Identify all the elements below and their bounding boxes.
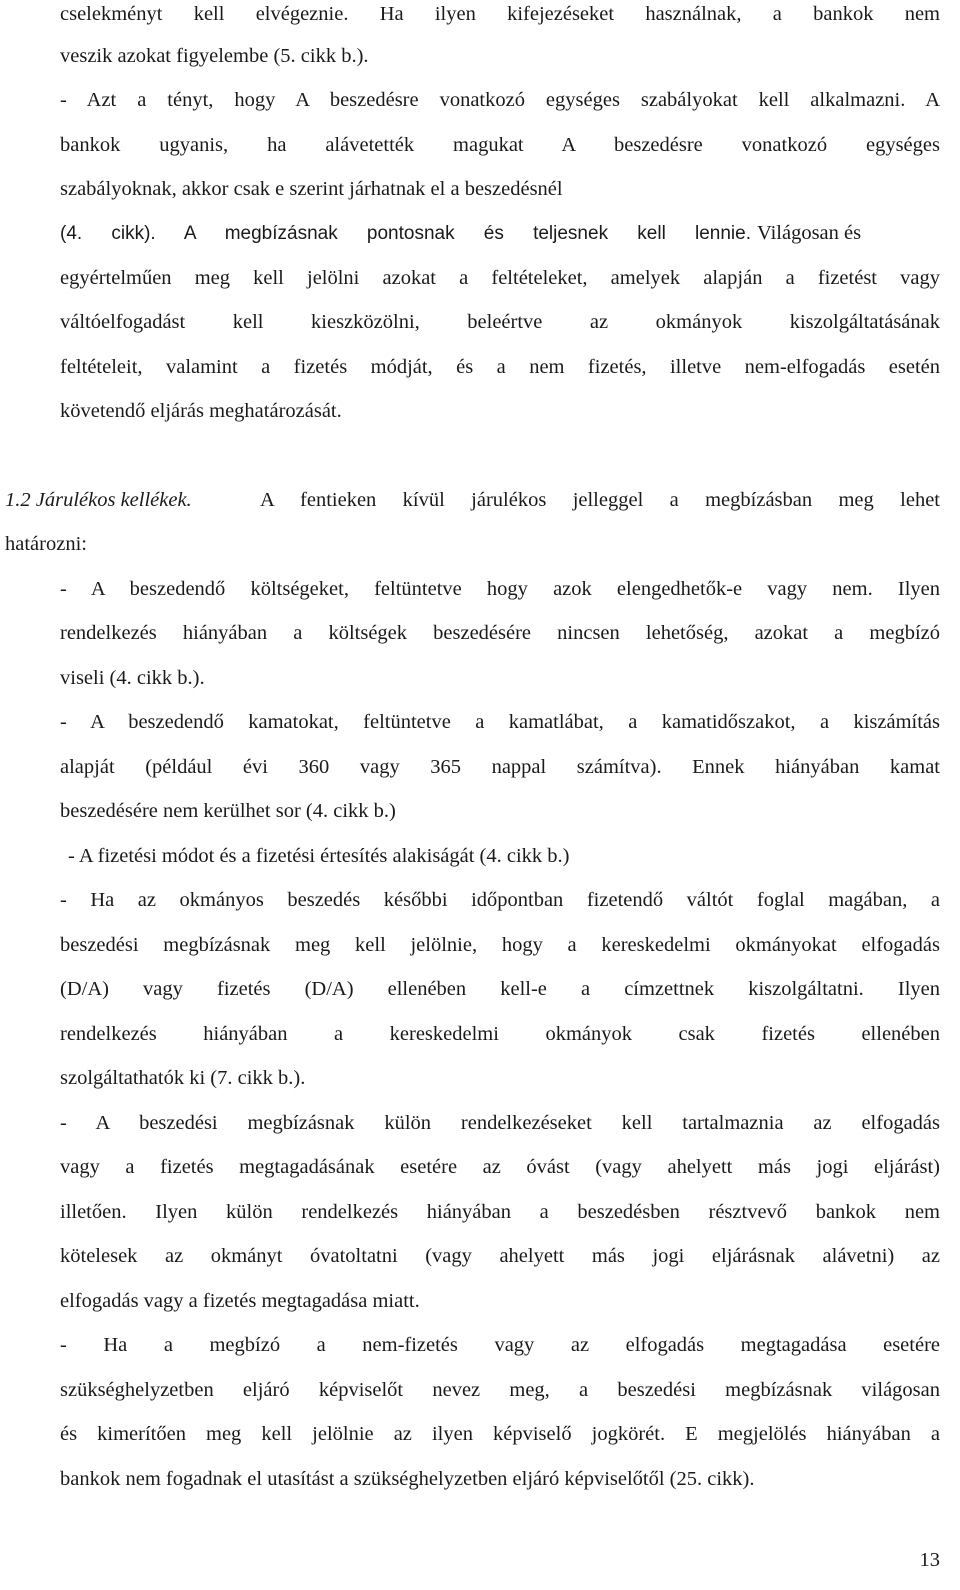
text-line: követendő eljárás meghatározását. <box>60 400 342 422</box>
text-line: illetően. Ilyen külön rendelkezés hiányában a beszedésben résztvevő bankok nem <box>60 1201 940 1223</box>
text-line: váltóelfogadást kell kieszközölni, beleértve az okmányok kiszolgáltatásának <box>60 311 940 333</box>
page-number: 13 <box>919 1549 940 1571</box>
text-line: kötelesek az okmányt óvatoltatni (vagy ahelyett más jogi eljárásnak alávetni) az <box>60 1245 940 1267</box>
text-line: beszedési megbízásnak meg kell jelölnie, hogy a kereskedelmi okmányokat elfogadás <box>60 934 940 956</box>
text-line: feltételeit, valamint a fizetés módját, és a nem fizetés, illetve nem-elfogadás esetén <box>60 356 940 378</box>
text-line: alapját (például évi 360 vagy 365 nappal számítva). Ennek hiányában kamat <box>60 756 940 778</box>
text-line: szabályoknak, akkor csak e szerint járhatnak el a beszedésnél <box>60 178 563 200</box>
text-line: cselekményt kell elvégeznie. Ha ilyen kifejezéseket használnak, a bankok nem <box>60 3 940 25</box>
section-heading: 1.2 Járulékos kellékek. <box>5 489 192 511</box>
text-line: rendelkezés hiányában a költségek beszedésére nincsen lehetőség, azokat a megbízó <box>60 622 940 644</box>
text-line: beszedésére nem kerülhet sor (4. cikk b.) <box>60 800 396 822</box>
text-line: rendelkezés hiányában a kereskedelmi okmányok csak fizetés ellenében <box>60 1023 940 1045</box>
text-line: határozni: <box>5 533 87 555</box>
text-line: szükséghelyzetben eljáró képviselőt nevez meg, a beszedési megbízásnak világosan <box>60 1379 940 1401</box>
text-line: - A beszedendő költségeket, feltüntetve hogy azok elengedhetők-e vagy nem. Ilyen <box>60 578 940 600</box>
text-line: elfogadás vagy a fizetés megtagadása miatt. <box>60 1290 420 1312</box>
text-line: - Azt a tényt, hogy A beszedésre vonatkozó egységes szabályokat kell alkalmazni. A <box>60 89 940 111</box>
text-line: viseli (4. cikk b.). <box>60 667 205 689</box>
text-line: vagy a fizetés megtagadásának esetére az óvást (vagy ahelyett más jogi eljárást) <box>60 1156 940 1178</box>
text-line: - Ha a megbízó a nem-fizetés vagy az elfogadás megtagadása esetére <box>60 1334 940 1356</box>
text-line: (D/A) vagy fizetés (D/A) ellenében kell-e a címzettnek kiszolgáltatni. Ilyen <box>60 978 940 1000</box>
text-line: szolgáltathatók ki (7. cikk b.). <box>60 1067 306 1089</box>
text-line: veszik azokat figyelembe (5. cikk b.). <box>60 45 369 67</box>
text-line: bankok nem fogadnak el utasítást a szükséghelyzetben eljáró képviselőtől (25. cikk). <box>60 1468 755 1490</box>
text-line: és kimerítően meg kell jelölnie az ilyen képviselő jogkörét. E megjelölés hiányában a <box>60 1423 940 1445</box>
text-line: (4. cikk). A megbízásnak pontosnak és teljesnek kell lennie. <box>60 223 751 244</box>
text-line: A fentieken kívül járulékos jelleggel a megbízásban meg lehet <box>260 489 940 511</box>
text-line: - A beszedendő kamatokat, feltüntetve a kamatlábat, a kamatidőszakot, a kiszámítás <box>60 711 940 733</box>
text-line: egyértelműen meg kell jelölni azokat a feltételeket, amelyek alapján a fizetést vagy <box>60 267 940 289</box>
text-line: - A beszedési megbízásnak külön rendelkezéseket kell tartalmaznia az elfogadás <box>60 1112 940 1134</box>
text-line: - A fizetési módot és a fizetési értesítés alakiságát (4. cikk b.) <box>68 845 570 867</box>
text-line: bankok ugyanis, ha alávetették magukat A beszedésre vonatkozó egységes <box>60 134 940 156</box>
text-line: Világosan és <box>757 222 862 244</box>
text-line: - Ha az okmányos beszedés későbbi időpontban fizetendő váltót foglal magában, a <box>60 889 940 911</box>
